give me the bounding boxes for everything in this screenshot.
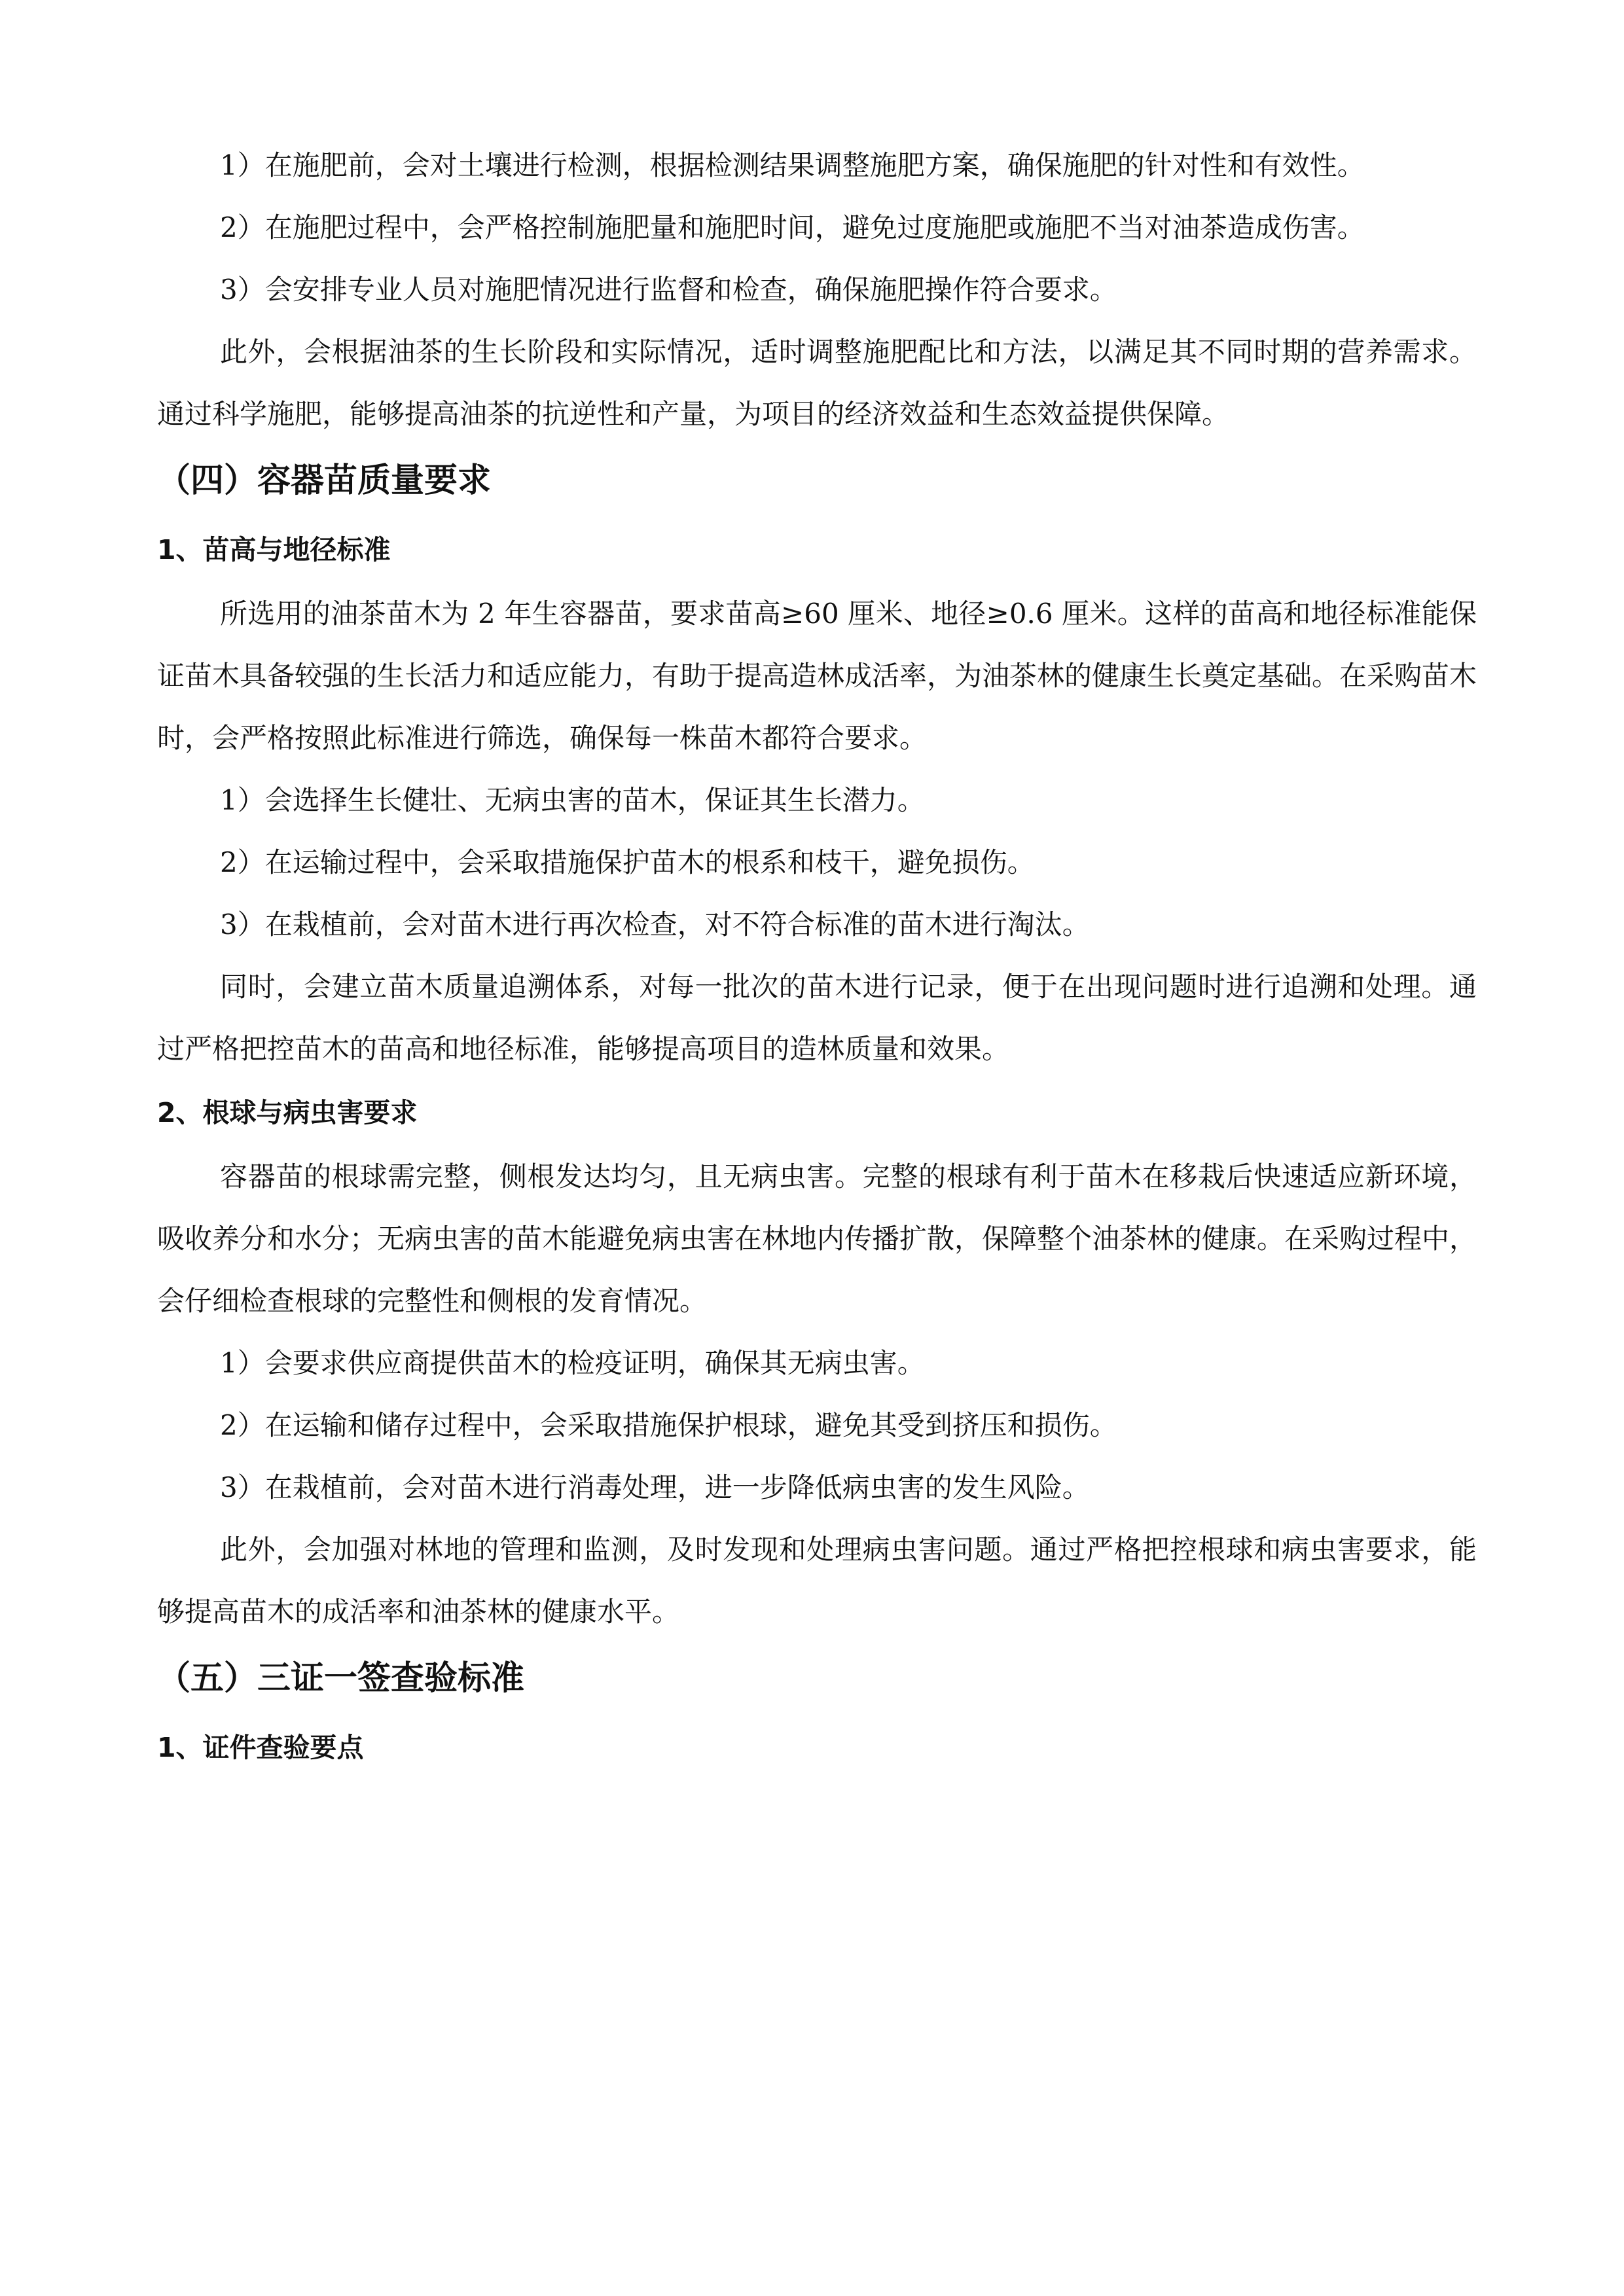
paragraph: 2）在运输和储存过程中，会采取措施保护根球，避免其受到挤压和损伤。	[220, 1409, 1117, 1441]
paragraph: 1）会要求供应商提供苗木的检疫证明，确保其无病虫害。	[220, 1347, 925, 1379]
paragraph: 同时，会建立苗木质量追溯体系，对每一批次的苗木进行记录，便于在出现问题时进行追溯和处理。通过严格把控苗木的苗高和地径标准，能够提高项目的造林质量和效果。	[157, 971, 1477, 1065]
paragraph: 容器苗的根球需完整，侧根发达均匀，且无病虫害。完整的根球有利于苗木在移栽后快速适应新环境，吸收养分和水分；无病虫害的苗木能避免病虫害在林地内传播扩散，保障整个油茶林的健康。在采购过程中，会仔细检查根球的完整性和侧根的发育情况。	[157, 1160, 1477, 1317]
paragraph: 3）在栽植前，会对苗木进行消毒处理，进一步降低病虫害的发生风险。	[220, 1471, 1090, 1503]
paragraph: 2）在施肥过程中，会严格控制施肥量和施肥时间，避免过度施肥或施肥不当对油茶造成伤害。	[220, 211, 1365, 243]
section-heading: （五）三证一签查验标准	[157, 1659, 525, 1698]
subsection-heading: 1、苗高与地径标准	[157, 534, 391, 565]
paragraph: 3）会安排专业人员对施肥情况进行监督和检查，确保施肥操作符合要求。	[220, 274, 1117, 306]
paragraph: 1）会选择生长健壮、无病虫害的苗木，保证其生长潜力。	[220, 784, 925, 816]
section-heading: （四）容器苗质量要求	[157, 461, 492, 500]
paragraph: 1）在施肥前，会对土壤进行检测，根据检测结果调整施肥方案，确保施肥的针对性和有效性。	[220, 149, 1365, 181]
subsection-heading: 1、证件查验要点	[157, 1732, 364, 1763]
paragraph: 此外，会根据油茶的生长阶段和实际情况，适时调整施肥配比和方法，以满足其不同时期的营养需求。通过科学施肥，能够提高油茶的抗逆性和产量，为项目的经济效益和生态效益提供保障。	[157, 336, 1477, 430]
paragraph: 此外，会加强对林地的管理和监测，及时发现和处理病虫害问题。通过严格把控根球和病虫害要求，能够提高苗木的成活率和油茶林的健康水平。	[157, 1534, 1477, 1628]
paragraph: 所选用的油茶苗木为 2 年生容器苗，要求苗高≥60 厘米、地径≥0.6 厘米。这样的苗高和地径标准能保证苗木具备较强的生长活力和适应能力，有助于提高造林成活率，为油茶林的健康生长奠定基础。在采购苗木时，会严格按照此标准进行筛选，确保每一株苗木都符合要求。	[157, 598, 1477, 754]
paragraph: 2）在运输过程中，会采取措施保护苗木的根系和枝干，避免损伤。	[220, 846, 1035, 878]
paragraph: 3）在栽植前，会对苗木进行再次检查，对不符合标准的苗木进行淘汰。	[220, 908, 1090, 941]
subsection-heading: 2、根球与病虫害要求	[157, 1097, 418, 1128]
